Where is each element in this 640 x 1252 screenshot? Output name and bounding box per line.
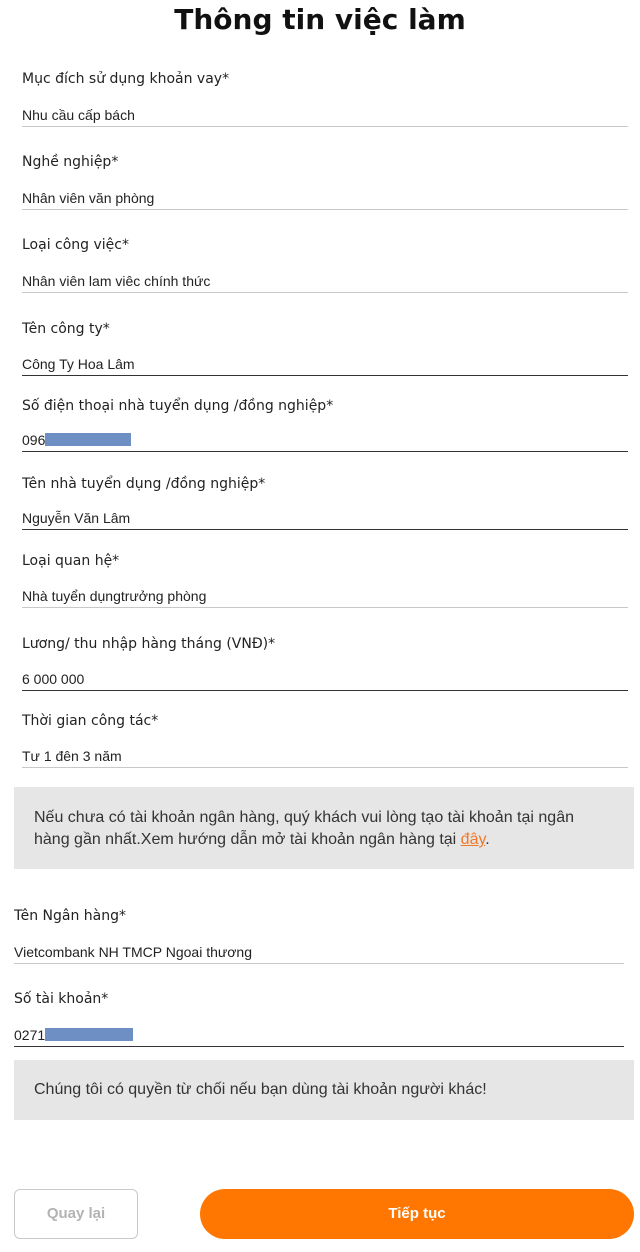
monthly-income-field[interactable] bbox=[22, 635, 628, 687]
bank-notice-end: . bbox=[485, 831, 490, 848]
employer-name-input[interactable]: Nguyễn Văn Lâm bbox=[22, 509, 628, 530]
work-duration-label: Thời gian công tác* bbox=[22, 713, 159, 729]
loan-purpose-label: Mục đích sử dụng khoản vay* bbox=[22, 71, 230, 87]
bank-guide-link[interactable]: đây bbox=[460, 831, 486, 848]
job-type-field[interactable] bbox=[22, 236, 628, 289]
bank-notice-text: Nếu chưa có tài khoản ngân hàng, quý khách vui lòng tạo tài khoản tại ngân hàng gần nhất.Xem hướng dẫn mở tài khoản ngân hàng tại bbox=[34, 809, 574, 848]
back-button[interactable]: Quay lại bbox=[14, 1189, 138, 1239]
loan-purpose-field[interactable] bbox=[22, 70, 628, 123]
job-type-value[interactable]: Nhân viên lam viêc chính thức bbox=[22, 272, 628, 293]
job-type-label: Loại công việc* bbox=[22, 237, 129, 253]
occupation-label: Nghề nghiệp* bbox=[22, 154, 119, 170]
occupation-field[interactable] bbox=[22, 153, 628, 206]
occupation-value[interactable]: Nhân viên văn phòng bbox=[22, 189, 628, 210]
account-number-label: Số tài khoản* bbox=[14, 991, 109, 1007]
loan-purpose-value[interactable]: Nhu cầu cấp bách bbox=[22, 106, 628, 127]
bank-name-field[interactable] bbox=[14, 907, 624, 960]
account-number-value: 0271 bbox=[14, 1027, 46, 1043]
employer-phone-label: Số điện thoại nhà tuyển dụng /đồng nghiệp* bbox=[22, 398, 334, 414]
employer-name-label: Tên nhà tuyển dụng /đồng nghiệp* bbox=[22, 476, 266, 492]
bank-name-label: Tên Ngân hàng* bbox=[14, 908, 126, 924]
account-warning-notice: Chúng tôi có quyền từ chối nếu bạn dùng tài khoản người khác! bbox=[14, 1060, 634, 1120]
page-title: Thông tin việc làm bbox=[174, 3, 466, 36]
bank-name-value[interactable]: Vietcombank NH TMCP Ngoai thương bbox=[14, 943, 624, 964]
relationship-value[interactable]: Nhà tuyển dụngtrưởng phòng bbox=[22, 587, 628, 608]
employer-phone-value: 096 bbox=[22, 432, 46, 448]
bank-account-notice bbox=[14, 787, 634, 869]
relationship-field[interactable] bbox=[22, 552, 628, 604]
account-number-field[interactable] bbox=[14, 990, 624, 1043]
employer-phone-field[interactable] bbox=[22, 397, 628, 448]
monthly-income-label: Lương/ thu nhập hàng tháng (VNĐ)* bbox=[22, 636, 276, 652]
work-duration-field[interactable] bbox=[22, 712, 628, 764]
redaction-mask bbox=[45, 1028, 133, 1041]
account-number-input[interactable] bbox=[14, 1026, 624, 1047]
employer-phone-input[interactable] bbox=[22, 431, 628, 452]
continue-button[interactable]: Tiếp tục bbox=[200, 1189, 634, 1239]
company-name-field[interactable] bbox=[22, 320, 628, 372]
company-name-input[interactable]: Công Ty Hoa Lâm bbox=[22, 355, 628, 376]
redaction-mask bbox=[45, 433, 131, 446]
employer-name-field[interactable] bbox=[22, 475, 628, 526]
work-duration-value[interactable]: Tư 1 đên 3 năm bbox=[22, 747, 628, 768]
monthly-income-input[interactable]: 6 000 000 bbox=[22, 670, 628, 691]
relationship-label: Loại quan hệ* bbox=[22, 553, 120, 569]
company-name-label: Tên công ty* bbox=[22, 321, 110, 337]
